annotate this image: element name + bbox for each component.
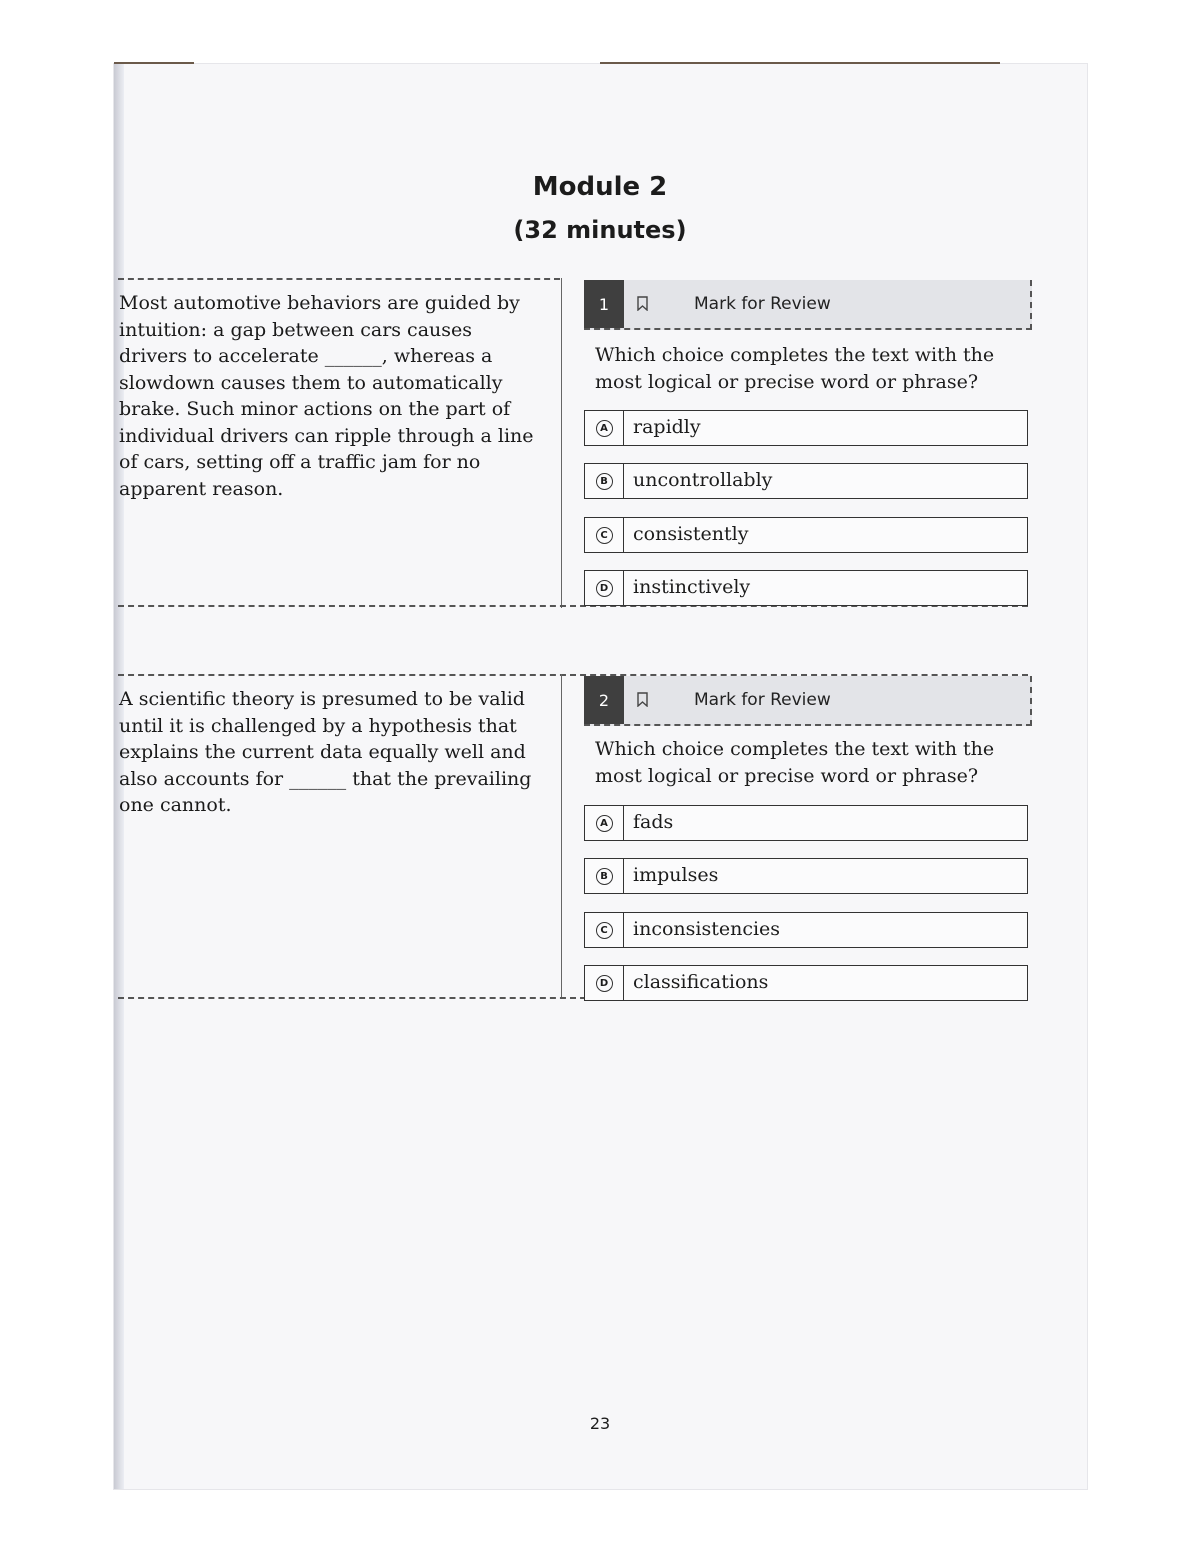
q1-choice-b[interactable] [584,463,1028,499]
q1-choice-a[interactable] [584,410,1028,446]
page-number: 23 [589,1414,611,1433]
q2-column-divider [561,674,562,999]
q2-choice-c[interactable] [584,912,1028,948]
q2-mark-for-review[interactable]: Mark for Review [694,690,831,710]
q1-choice-c[interactable] [584,517,1028,553]
choice-text: inconsistencies [633,918,781,940]
q2-choice-a[interactable] [584,805,1028,841]
q1-number: 1 [584,280,624,328]
q1-mark-for-review[interactable]: Mark for Review [694,294,831,314]
choice-letter-icon: A [585,806,624,840]
choice-text: consistently [633,523,749,545]
choice-letter-icon: D [585,571,624,605]
q1-stem: Which choice completes the text with the most logical or precise word or phrase? [595,344,995,393]
q2-choice-b[interactable] [584,858,1028,894]
q2-choice-d[interactable] [584,965,1028,1001]
q2-number: 2 [584,676,624,724]
choice-text: uncontrollably [633,469,773,491]
choice-text: classifications [633,971,769,993]
choice-text: rapidly [633,416,701,438]
bookmark-icon[interactable] [637,296,648,311]
module-title: Module 2 [532,172,668,202]
choice-letter-icon: C [585,518,624,552]
q2-passage: A scientific theory is presumed to be valid until it is challenged by a hypothesis that explains the current data equally well and also accounts for ______ that the prevailing one cannot. [119,688,532,816]
choice-letter-icon: B [585,464,624,498]
q2-stem: Which choice completes the text with the most logical or precise word or phrase? [595,738,995,787]
top-rule-left [114,62,194,64]
choice-text: impulses [633,864,719,886]
choice-letter-icon: B [585,859,624,893]
q1-header-bar [584,280,1032,330]
choice-letter-icon: D [585,966,624,1000]
q1-choice-d[interactable] [584,570,1028,606]
choice-letter-icon: C [585,913,624,947]
choice-letter-icon: A [585,411,624,445]
q2-header-bar [584,676,1032,726]
bookmark-icon[interactable] [637,692,648,707]
choice-text: fads [633,811,674,833]
module-duration: (32 minutes) [513,216,687,244]
q1-column-divider [561,278,562,608]
q1-top-divider [118,278,560,280]
q1-passage: Most automotive behaviors are guided by intuition: a gap between cars causes drivers to accelerate ______, whereas a slowdown causes them to automatically brake. Such minor actions on the part of individual drivers can ripple through a line of cars, setting off a traffic jam for no apparent reason. [119,292,534,500]
choice-text: instinctively [633,576,751,598]
top-rule-right [600,62,1000,64]
